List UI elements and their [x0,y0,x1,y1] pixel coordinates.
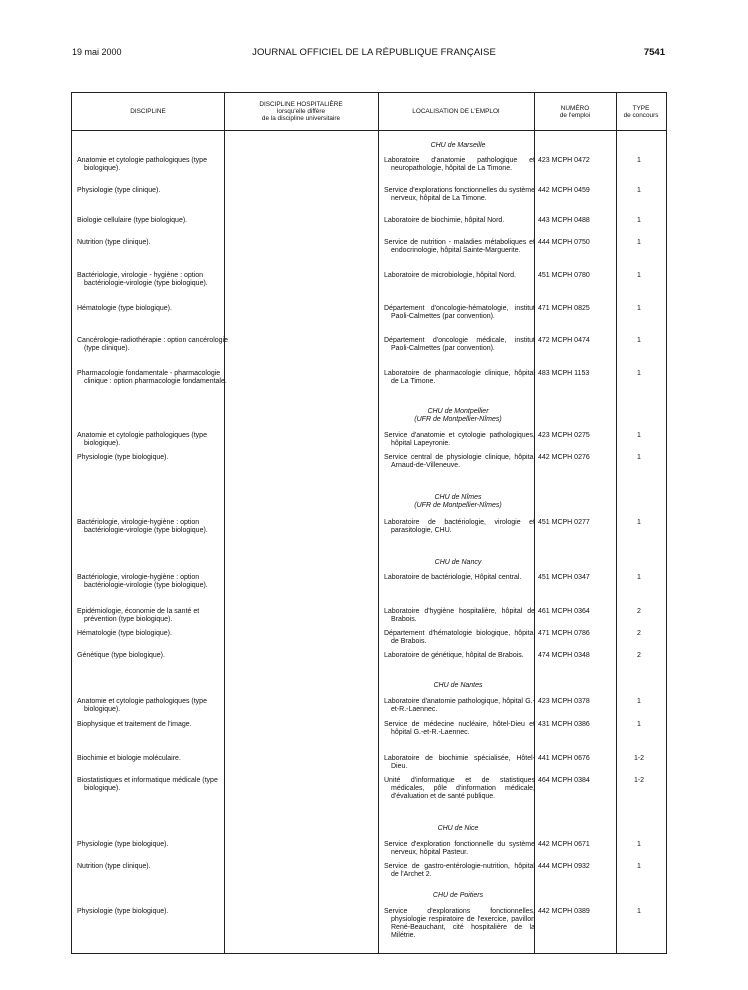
table-row-discipline: Nutrition (type clinique). [77,239,151,246]
page-date: 19 mai 2000 [72,47,122,57]
table-row-numero: 444 MCPH 0750 [538,239,590,246]
table-row-localisation: Département d'hématologie biologique, hôpital de Brabois. [384,630,535,645]
table-row-discipline: Physiologie (type clinique). [77,187,161,194]
table-row-numero: 442 MCPH 0459 [538,187,590,194]
table-row-localisation: Laboratoire d'anatomie pathologique, hôpital G.-et-R.-Laennec. [384,698,535,713]
positions-table [71,92,667,954]
table-row-type: 1 [637,239,641,246]
table-row-discipline: Anatomie et cytologie pathologiques (type biologique). [77,698,207,713]
header-type: TYPE de concours [623,104,659,119]
page-number: 7541 [643,47,665,58]
table-row-discipline: Cancérologie-radiothérapie : option cancérologie (type clinique). [77,337,228,352]
table-row-localisation: Service d'exploration fonctionnelle du système nerveux, hôpital Pasteur. [384,841,535,856]
table-row-type: 1-2 [633,755,645,762]
table-row-type: 1 [637,157,641,164]
table-row-numero: 472 MCPH 0474 [538,337,590,344]
table-row-localisation: Laboratoire de génétique, hôpital de Brabois. [384,652,524,659]
table-row-numero: 423 MCPH 0275 [538,432,590,439]
table-row-type: 1 [637,519,641,526]
table-row-localisation: Service d'anatomie et cytologie pathologiques, hôpital Lapeyronie. [384,432,535,447]
table-row-numero: 443 MCPH 0488 [538,217,590,224]
table-row-localisation: Service d'explorations fonctionnelles du système nerveux, hôpital de La Timone. [384,187,535,202]
table-row-numero: 423 MCPH 0378 [538,698,590,705]
table-row-discipline: Physiologie (type biologique). [77,908,169,915]
table-row-numero: 451 MCPH 0347 [538,574,590,581]
table-row-localisation: Service de médecine nucléaire, hôtel-Dieu et hôpital G.-et-R.-Laennec. [384,721,535,736]
table-row-discipline: Bactériologie, virologie-hygiène : option bactériologie-virologie (type biologique). [77,574,208,589]
table-row-numero: 423 MCPH 0472 [538,157,590,164]
table-row-discipline: Anatomie et cytologie pathologiques (type biologique). [77,157,207,172]
section-title-poitiers: CHU de Poitiers [432,892,484,899]
table-row-numero: 444 MCPH 0932 [538,863,590,870]
table-row-type: 1 [637,370,641,377]
header-discipline: DISCIPLINE [130,108,166,115]
table-row-numero: 461 MCPH 0364 [538,608,590,615]
table-row-numero: 483 MCPH 1153 [538,370,590,377]
table-row-numero: 464 MCPH 0384 [538,777,590,784]
table-row-localisation: Service de gastro-entérologie-nutrition, hôpital de l'Archet 2. [384,863,535,878]
table-row-localisation: Département d'oncologie médicale, institut Paoli-Calmettes (par convention). [384,337,535,352]
table-row-numero: 451 MCPH 0780 [538,272,590,279]
table-row-type: 1 [637,841,641,848]
table-row-type: 2 [637,652,641,659]
table-row-discipline: Biologie cellulaire (type biologique). [77,217,188,224]
table-row-discipline: Biophysique et traitement de l'image. [77,721,192,728]
table-row-localisation: Laboratoire de bactériologie, virologie et parasitologie, CHU. [384,519,535,534]
table-row-discipline: Epidémiologie, économie de la santé et prévention (type biologique). [77,608,200,623]
table-row-type: 1 [637,863,641,870]
section-subtitle-montpellier: (UFR de Montpellier-Nîmes) [414,416,502,423]
table-row-localisation: Laboratoire de pharmacologie clinique, hôpital de La Timone. [384,370,535,385]
section-title-marseille: CHU de Marseille [430,142,486,149]
table-row-localisation: Laboratoire d'anatomie pathologique et neuropathologie, hôpital de La Timone. [384,157,535,172]
table-row-type: 1 [637,908,641,915]
table-row-localisation: Service de nutrition - maladies métaboliques et endocrinologie, hôpital Sainte-Marguerite. [384,239,535,254]
section-title-nice: CHU de Nice [437,825,479,832]
table-row-numero: 442 MCPH 0671 [538,841,590,848]
table-row-type: 1 [637,337,641,344]
table-row-discipline: Nutrition (type clinique). [77,863,151,870]
section-title-montpellier: CHU de Montpellier [427,408,489,415]
table-row-type: 1 [637,574,641,581]
table-row-localisation: Unité d'informatique et de statistiques médicales, pôle d'information médicale, d'évaluation et de santé publique. [384,777,535,800]
table-row-discipline: Bactériologie, virologie-hygiène : option bactériologie-virologie (type biologique). [77,519,208,534]
table-row-type: 2 [637,608,641,615]
table-row-localisation: Laboratoire de biochimie, hôpital Nord. [384,217,505,224]
table-row-type: 1 [637,432,641,439]
table-row-discipline: Pharmacologie fondamentale - pharmacologie clinique : option pharmacologie fondamentale. [77,370,227,385]
table-row-numero: 442 MCPH 0276 [538,454,590,461]
table-row-type: 2 [637,630,641,637]
table-row-type: 1 [637,187,641,194]
table-row-type: 1 [637,272,641,279]
table-row-discipline: Biostatistiques et informatique médicale (type biologique). [77,777,218,792]
section-subtitle-nimes: (UFR de Montpellier-Nîmes) [414,502,502,509]
journal-title: JOURNAL OFFICIEL DE LA RÉPUBLIQUE FRANÇAISE [252,47,496,58]
header-localisation: LOCALISATION DE L'EMPLOI [412,108,500,115]
table-header [72,93,666,131]
table-row-numero: 431 MCPH 0386 [538,721,590,728]
section-title-nimes: CHU de Nîmes [434,494,482,501]
section-title-nantes: CHU de Nantes [433,682,483,689]
table-row-discipline: Physiologie (type biologique). [77,841,169,848]
header-discipline-hospitaliere: DISCIPLINE HOSPITALIÈRE lorsqu'elle diffère de la discipline universitaire [259,101,343,122]
table-row-discipline: Anatomie et cytologie pathologiques (type biologique). [77,432,207,447]
table-row-numero: 442 MCPH 0389 [538,908,590,915]
table-row-discipline: Physiologie (type biologique). [77,454,169,461]
table-row-numero: 451 MCPH 0277 [538,519,590,526]
table-row-localisation: Laboratoire de bactériologie, Hôpital central. [384,574,522,581]
table-row-type: 1-2 [633,777,645,784]
table-row-numero: 471 MCPH 0825 [538,305,590,312]
table-row-discipline: Hématologie (type biologique). [77,630,172,637]
table-row-localisation: Laboratoire de biochimie spécialisée, Hôtel-Dieu. [384,755,535,770]
table-row-localisation: Laboratoire d'hygiène hospitalière, hôpital de Brabois. [384,608,535,623]
table-row-type: 1 [637,698,641,705]
table-row-type: 1 [637,305,641,312]
table-row-localisation: Département d'oncologie-hématologie, institut Paoli-Calmettes (par convention). [384,305,535,320]
header-numero: NUMÉRO de l'emploi [559,104,591,119]
table-row-type: 1 [637,454,641,461]
table-row-type: 1 [637,721,641,728]
table-row-discipline: Hématologie (type biologique). [77,305,172,312]
table-row-discipline: Bactériologie, virologie - hygiène : option bactériologie-virologie (type biologique). [77,272,208,287]
table-row-type: 1 [637,217,641,224]
section-title-nancy: CHU de Nancy [434,559,482,566]
column-divider [378,93,379,953]
table-row-discipline: Génétique (type biologique). [77,652,165,659]
table-row-localisation: Service central de physiologie clinique, hôpital Arnaud-de-Villeneuve. [384,454,535,469]
table-row-numero: 441 MCPH 0676 [538,755,590,762]
table-row-localisation: Service d'explorations fonctionnelles, physiologie respiratoire de l'exercice, pavillon René-Beauchant, cité hospitalière de la Milétrie. [384,908,535,939]
table-row-numero: 471 MCPH 0786 [538,630,590,637]
table-row-localisation: Laboratoire de microbiologie, hôpital Nord. [384,272,516,279]
table-row-numero: 474 MCPH 0348 [538,652,590,659]
table-row-discipline: Biochimie et biologie moléculaire. [77,755,181,762]
